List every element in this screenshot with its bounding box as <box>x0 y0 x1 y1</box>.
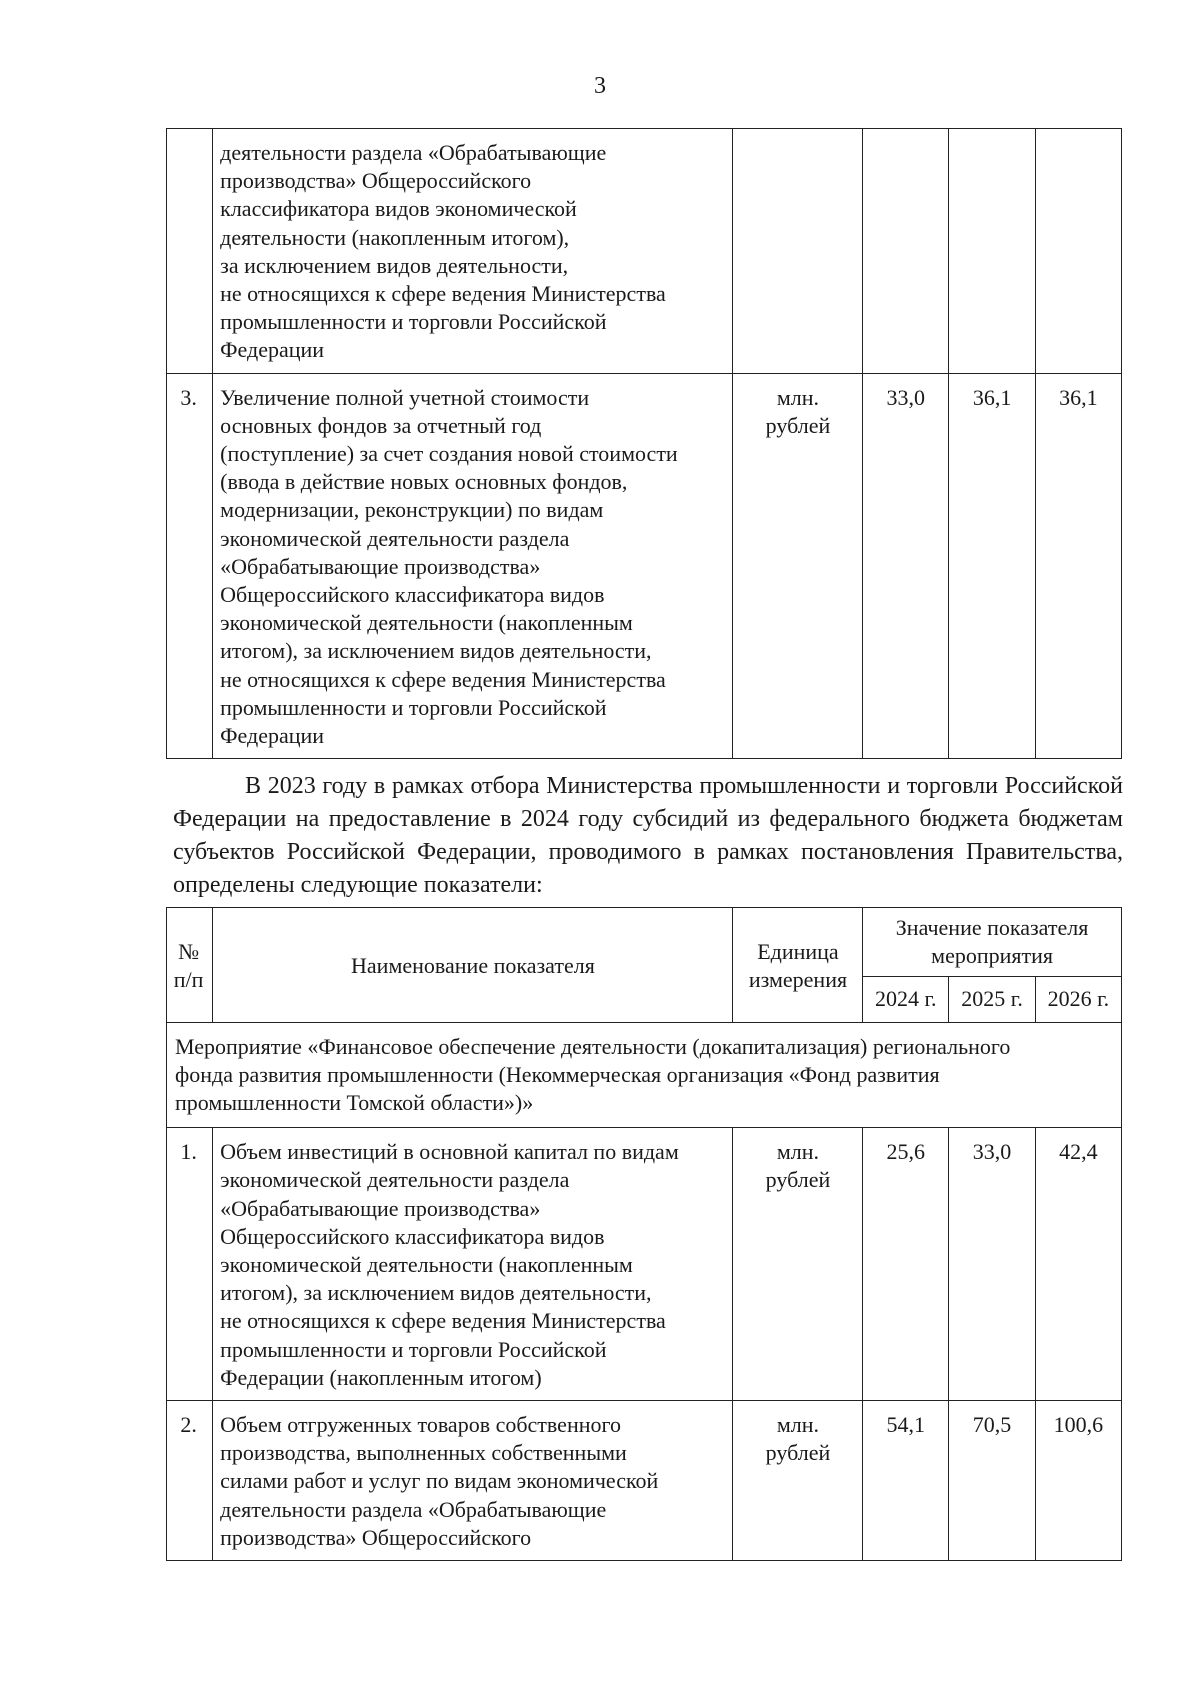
value-2025: 70,5 <box>949 1401 1035 1561</box>
header-unit: Единица измерения <box>732 908 862 1023</box>
row-number: 2. <box>167 1401 213 1561</box>
row-number: 1. <box>167 1128 213 1401</box>
value-2026 <box>1035 129 1121 374</box>
value-2025: 33,0 <box>949 1128 1035 1401</box>
unit: млн. рублей <box>732 373 862 759</box>
event-row <box>167 1022 1122 1128</box>
row-number: 3. <box>167 373 213 759</box>
value-2024: 33,0 <box>863 373 949 759</box>
unit: млн. рублей <box>732 1401 862 1561</box>
value-2026: 36,1 <box>1035 373 1121 759</box>
indicator-name: Объем отгруженных товаров собственного производства, выполненных собственными силами работ и услуг по видам экономической деятельности раздела «Обрабатывающие производства» Общероссийского <box>213 1401 733 1561</box>
value-2024 <box>863 129 949 374</box>
value-2025: 36,1 <box>949 373 1035 759</box>
header-year-2025: 2025 г. <box>949 977 1035 1022</box>
value-2024: 54,1 <box>863 1401 949 1561</box>
indicators-table <box>166 907 1122 1561</box>
value-2026: 42,4 <box>1035 1128 1121 1401</box>
unit <box>732 129 862 374</box>
indicator-name: деятельности раздела «Обрабатывающие производства» Общероссийского классификатора видов экономической деятельности (накопленным итогом), за исключением видов деятельности, не относящихся к сфере ведения Министерства промышленности и торговли Российской Федерации <box>213 129 733 374</box>
header-indicator-name: Наименование показателя <box>213 908 733 1023</box>
unit: млн. рублей <box>732 1128 862 1401</box>
value-2025 <box>949 129 1035 374</box>
value-2024: 25,6 <box>863 1128 949 1401</box>
body-paragraph: В 2023 году в рамках отбора Министерства промышленности и торговли Российской Федерации на предоставление в 2024 году субсидий из федерального бюджета бюджетам субъектов Российской Федерации, проводимого в рамках постановления Правительства, определены следующие показатели: <box>173 773 1123 898</box>
table-row <box>167 129 1122 374</box>
indicator-name: Увеличение полной учетной стоимости основных фондов за отчетный год (поступление) за счет создания новой стоимости (ввода в действие новых основных фондов, модернизации, реконструкции) по видам экономической деятельности раздела «Обрабатывающие производства» Общероссийского классификатора видов экономической деятельности (накопленным итогом), за исключением видов деятельности, не относящихся к сфере ведения Министерства промышленности и торговли Российской Федерации <box>213 373 733 759</box>
event-title: Мероприятие «Финансовое обеспечение деятельности (докапитализация) регионального фонда развития промышленности (Некоммерческая организация «Фонд развития промышленности Томской области»)» <box>167 1022 1122 1128</box>
table-row <box>167 1401 1122 1561</box>
row-number <box>167 129 213 374</box>
page-number: 3 <box>594 73 606 99</box>
table-row <box>167 373 1122 759</box>
header-year-2024: 2024 г. <box>863 977 949 1022</box>
indicators-table-continued <box>166 128 1122 759</box>
indicator-name: Объем инвестиций в основной капитал по видам экономической деятельности раздела «Обрабатывающие производства» Общероссийского классификатора видов экономической деятельности (накопленным итогом), за исключением видов деятельности, не относящихся к сфере ведения Министерства промышленности и торговли Российской Федерации (накопленным итогом) <box>213 1128 733 1401</box>
table-header-row <box>167 908 1122 977</box>
value-2026: 100,6 <box>1035 1401 1121 1561</box>
header-values-group: Значение показателя мероприятия <box>863 908 1122 977</box>
header-year-2026: 2026 г. <box>1035 977 1121 1022</box>
header-number: № п/п <box>167 908 213 1023</box>
table-row <box>167 1128 1122 1401</box>
